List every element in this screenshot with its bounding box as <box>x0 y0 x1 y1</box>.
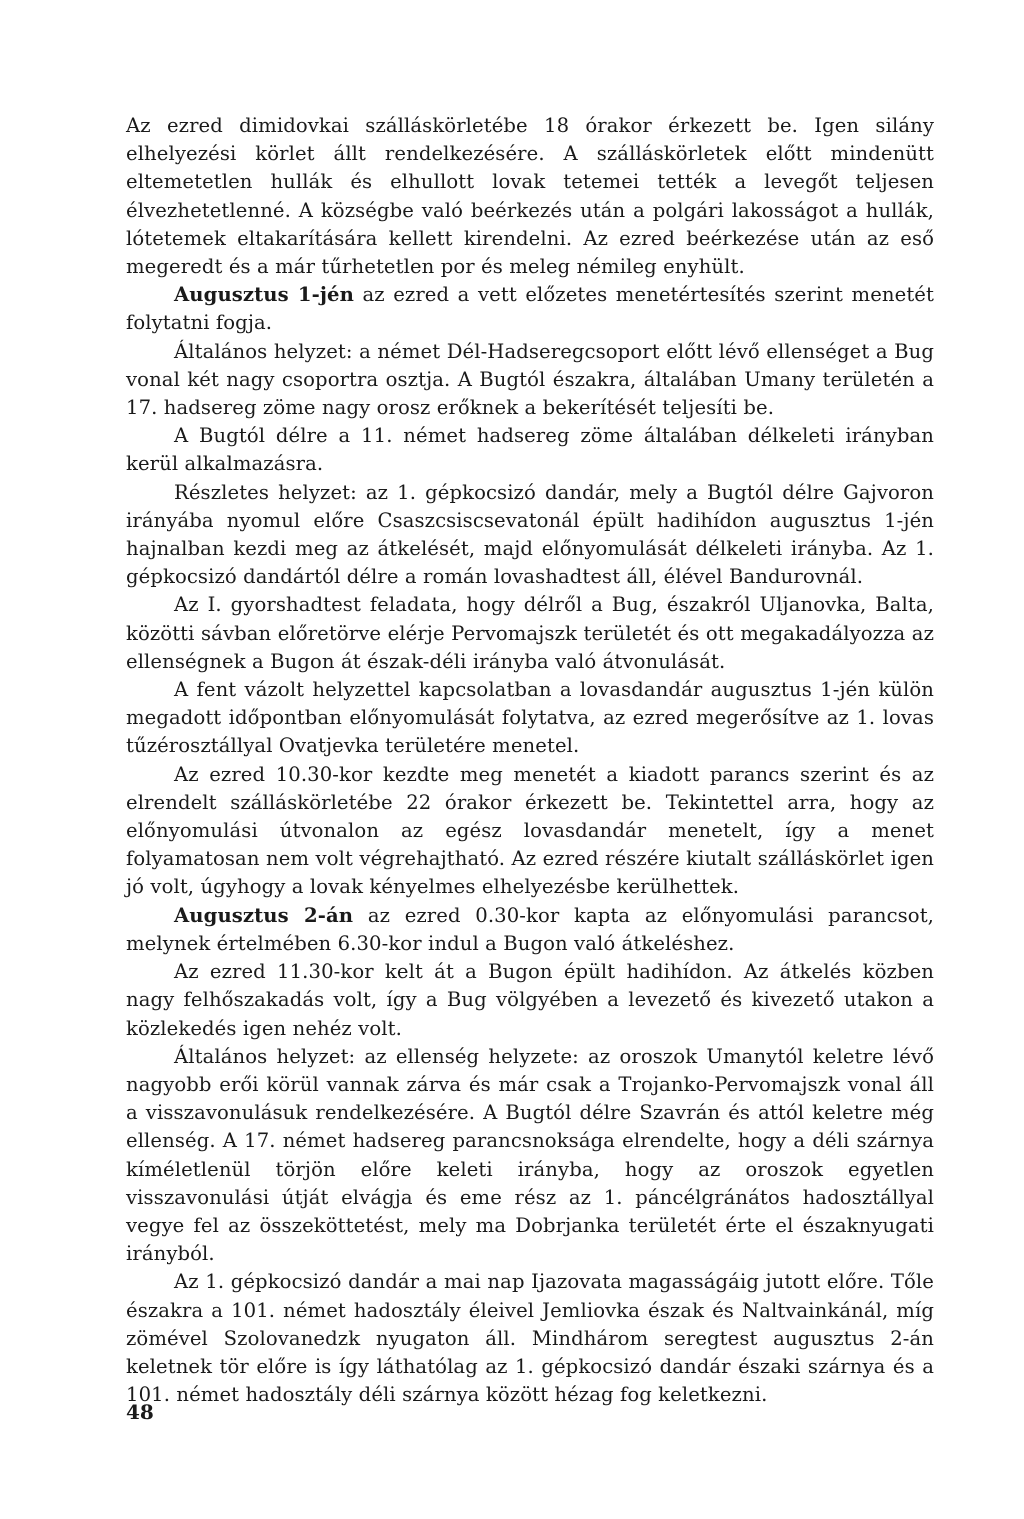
paragraph <box>126 422 934 478</box>
paragraph-lead: Augusztus 2-án <box>174 903 354 927</box>
paragraph-text: Az ezred dimidovkai szálláskörletébe 18 órakor érkezett be. Igen silány elhelyezési körlet állt rendelkezésére. A szálláskörletek előtt mindenütt eltemetetlen hullák és elhullott lovak tetemei tették a levegőt teljesen élvezhetetlenné. A községbe való beérkezés után a polgári lakosságot a hullák, lótetemek eltakarítására kellett kirendelni. Az ezred beérkezése után az eső megeredt és a már tűrhetetlen por és meleg némileg enyhült. <box>126 114 934 279</box>
paragraph-text: Részletes helyzet: az 1. gépkocsizó dandár, mely a Bugtól délre Gajvoron irányába nyomul előre Csaszcsiscsevatonál épült hadihídon augusztus 1-jén hajnalban kezdi meg az átkelését, majd előnyomulását délkeleti irányba. Az 1. gépkocsizó dandártól délre a román lovashadtest áll, élével Bandurovnál. <box>126 480 934 589</box>
paragraph <box>126 902 934 958</box>
paragraph-text: Az ezred 10.30-kor kezdte meg menetét a kiadott parancs szerint és az elrendelt szálláskörletébe 22 órakor érkezett be. Tekintettel arra, hogy az előnyomulási útvonalon az egész lovasdandár menetelt, így a menet folyamatosan nem volt végrehajtható. Az ezred részére kiutalt szálláskörlet igen jó volt, úgyhogy a lovak kényelmes elhelyezésbe kerülhettek. <box>126 762 934 899</box>
paragraph <box>126 958 934 1043</box>
page-number: 48 <box>126 1400 154 1424</box>
page-body <box>126 112 934 1409</box>
paragraph <box>126 338 934 423</box>
paragraph <box>126 479 934 592</box>
paragraph-text: Az 1. gépkocsizó dandár a mai nap Ijazovata magasságáig jutott előre. Tőle északra a 101. német hadosztály éleivel Jemliovka észak és Naltvainkánál, míg zömével Szolovanedzk nyugaton áll. Mindhárom seregtest augusztus 2-án keletnek tör előre is így láthatólag az 1. gépkocsizó dandár északi szárnya és a 101. német hadosztály déli szárnya között hézag fog keletkezni. <box>126 1270 934 1407</box>
paragraph-text: az ezred 0.30-kor kapta az előnyomulási parancsot, melynek értelmében 6.30-kor indul a Bugon való átkeléshez. <box>126 903 935 955</box>
paragraph-text: az ezred a vett előzetes menetértesítés szerint menetét folytatni fogja. <box>126 283 934 335</box>
paragraph-text: A fent vázolt helyzettel kapcsolatban a lovasdandár augusztus 1-jén külön megadott időpontban előnyomulását folytatva, az ezred megerősítve az 1. lovas tűzérosztállyal Ovatjevka területére menetel. <box>126 678 934 758</box>
paragraph <box>126 591 934 676</box>
paragraph <box>126 761 934 902</box>
paragraph <box>126 281 934 337</box>
paragraph-text: Az ezred 11.30-kor kelt át a Bugon épült hadihídon. Az átkelés közben nagy felhőszakadás volt, így a Bug völgyében a levezető és kivezető utakon a közlekedés igen nehéz volt. <box>126 960 934 1040</box>
paragraph <box>126 1268 934 1409</box>
paragraph <box>126 676 934 761</box>
paragraph <box>126 112 934 281</box>
paragraph-text: Az I. gyorshadtest feladata, hogy délről a Bug, északról Uljanovka, Balta, közötti sávban előretörve elérje Pervomajszk területét és ott megakadályozza az ellenségnek a Bugon át észak-déli irányba való átvonulását. <box>126 593 934 673</box>
paragraph-text: A Bugtól délre a 11. német hadsereg zöme általában délkeleti irányban kerül alkalmazásra. <box>126 424 934 476</box>
paragraph-lead: Augusztus 1-jén <box>174 283 354 307</box>
paragraph-text: Általános helyzet: az ellenség helyzete: az oroszok Umanytól keletre lévő nagyobb erői körül vannak zárva és már csak a Trojanko-Pervomajszk vonal áll a visszavonulásuk rendelkezésére. A Bugtól délre Szavrán és attól keletre még ellenség. A 17. német hadsereg parancsnoksága elrendelte, hogy a déli szárnya kíméletlenül törjön előre keleti irányba, hogy az oroszok egyetlen visszavonulási útját elvágja és eme rész az 1. páncélgránátos hadosztállyal vegye fel az összeköttetést, mely ma Dobrjanka területét érte el északnyugati irányból. <box>126 1044 934 1266</box>
paragraph <box>126 1043 934 1269</box>
paragraph-text: Általános helyzet: a német Dél-Hadseregcsoport előtt lévő ellenséget a Bug vonal két nagy csoportra osztja. A Bugtól északra, általában Umany területén a 17. hadsereg zöme nagy orosz erőknek a bekerítését teljesíti be. <box>126 339 934 420</box>
